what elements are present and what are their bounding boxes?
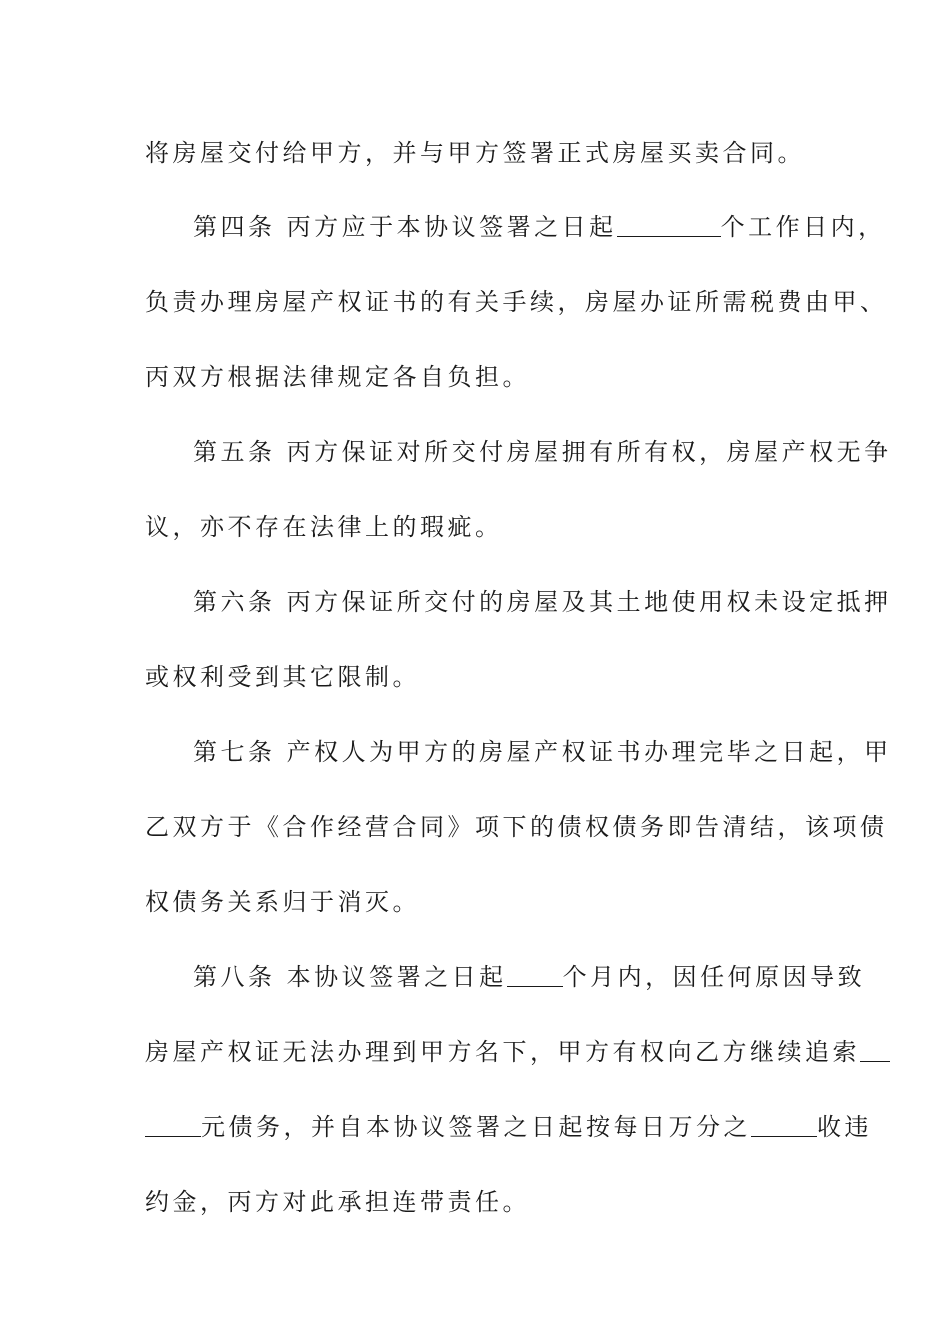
article-4-line <box>193 212 886 242</box>
paragraph-line <box>145 1112 872 1142</box>
paragraph-line <box>145 887 825 917</box>
paragraph-line <box>145 1187 825 1217</box>
line-text: 第七条 产权人为甲方的房屋产权证书办理完毕之日起，甲 <box>193 738 892 766</box>
fill-in-blank <box>860 1039 890 1062</box>
line-text: 约金，丙方对此承担连带责任。 <box>145 1188 530 1216</box>
line-text: 第五条 丙方保证对所交付房屋拥有所有权，房屋产权无争 <box>193 438 892 466</box>
paragraph-line <box>145 662 825 692</box>
line-text: 将房屋交付给甲方，并与甲方签署正式房屋买卖合同。 <box>145 139 805 167</box>
fill-in-blank <box>617 214 721 237</box>
paragraph-line <box>145 1037 860 1067</box>
line-text: 房屋产权证无法办理到甲方名下，甲方有权向乙方继续追索 <box>145 1038 860 1066</box>
article-8-line <box>193 962 866 992</box>
article-5-line <box>193 437 892 467</box>
line-text: 个工作日内， <box>720 213 886 241</box>
fill-in-blank <box>145 1114 201 1137</box>
line-text: 个月内，因任何原因导致 <box>562 963 866 991</box>
line-text: 丙双方根据法律规定各自负担。 <box>145 363 530 391</box>
line-text: 收违 <box>817 1113 872 1141</box>
paragraph-line <box>145 362 825 392</box>
article-7-line <box>193 737 892 767</box>
line-text: 第四条 丙方应于本协议签署之日起 <box>193 213 617 241</box>
article-6-line <box>193 587 892 617</box>
fill-in-blank <box>751 1114 817 1137</box>
line-text: 负责办理房屋产权证书的有关手续，房屋办证所需税费由甲、 <box>145 288 888 316</box>
line-text: 权债务关系归于消灭。 <box>145 888 420 916</box>
line-text: 或权利受到其它限制。 <box>145 663 420 691</box>
line-text: 乙双方于《合作经营合同》项下的债权债务即告清结，该项债 <box>145 813 888 841</box>
fill-in-blank <box>507 964 563 987</box>
paragraph-line <box>145 138 825 168</box>
line-text: 元债务，并自本协议签署之日起按每日万分之 <box>201 1113 751 1141</box>
line-text: 第六条 丙方保证所交付的房屋及其土地使用权未设定抵押 <box>193 588 892 616</box>
line-text: 议，亦不存在法律上的瑕疵。 <box>145 513 503 541</box>
paragraph-line <box>145 812 888 842</box>
paragraph-line <box>145 512 825 542</box>
paragraph-line <box>145 287 888 317</box>
line-text: 第八条 本协议签署之日起 <box>193 963 507 991</box>
